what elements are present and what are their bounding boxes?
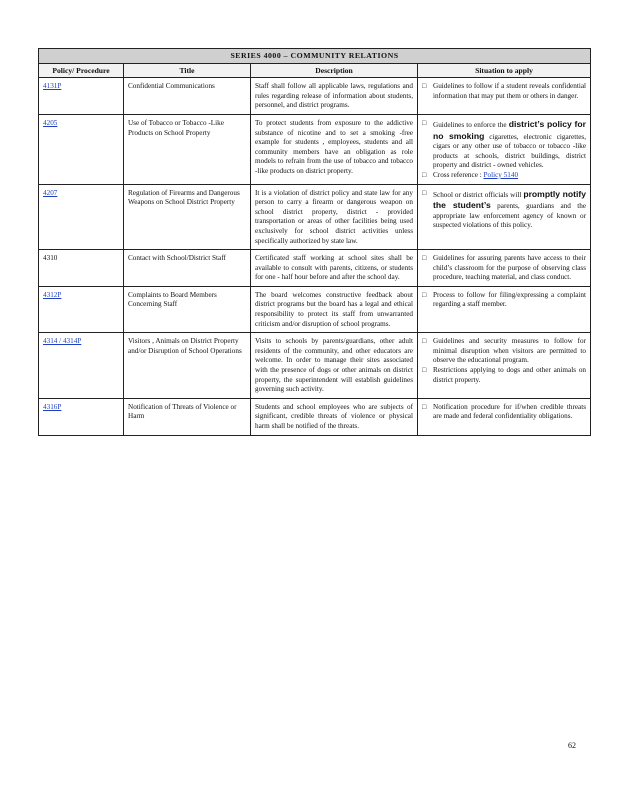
situation-cell bbox=[418, 184, 591, 250]
situation-item bbox=[422, 82, 586, 101]
table-row bbox=[39, 333, 591, 399]
situation-text: Guidelines for assuring parents have access to their child’s classroom for the purpose of observing class procedure, teaching material, and class conduct. bbox=[433, 254, 587, 282]
situation-item bbox=[422, 171, 586, 181]
policy-table bbox=[38, 48, 591, 436]
policy-title: Complaints to Board Members Concerning Staff bbox=[124, 286, 251, 332]
situation-cell bbox=[418, 398, 591, 435]
column-header-policy: Policy/ Procedure bbox=[39, 63, 124, 78]
policy-page bbox=[38, 48, 590, 436]
policy-cell bbox=[39, 184, 124, 250]
situation-text: Guidelines to enforce the bbox=[433, 120, 507, 129]
policy-description: Certificated staff working at school sites shall be available to consult with parents, citizens, or students for one - half hour before and after the school day. bbox=[251, 250, 418, 287]
policy-link[interactable]: 4205 bbox=[43, 118, 58, 127]
policy-cell bbox=[39, 333, 124, 399]
column-header-title: Title bbox=[124, 63, 251, 78]
policy-rows bbox=[39, 78, 591, 435]
situation-item bbox=[422, 254, 586, 283]
situation-item bbox=[422, 366, 586, 385]
situation-text: Restrictions applying to dogs and other animals on district property. bbox=[433, 366, 587, 384]
policy-cell bbox=[39, 114, 124, 184]
table-row bbox=[39, 78, 591, 115]
policy-title: Visitors , Animals on District Property and/or Disruption of School Operations bbox=[124, 333, 251, 399]
column-header-description: Description bbox=[251, 63, 418, 78]
table-row bbox=[39, 114, 591, 184]
cross-reference-link[interactable]: Policy 5140 bbox=[483, 170, 519, 179]
situation-text: cigarettes, electronic cigarettes, cigars or any other use of tobacco or tobacco -like products at schools, district buildings, district property and district - owned vehicles. bbox=[433, 132, 587, 170]
policy-link[interactable]: 4316P bbox=[43, 402, 62, 411]
situation-text: School or district officials will bbox=[433, 190, 522, 199]
policy-title: Contact with School/District Staff bbox=[124, 250, 251, 287]
series-title: SERIES 4000 – COMMUNITY RELATIONS bbox=[39, 49, 591, 64]
table-row bbox=[39, 398, 591, 435]
policy-title: Regulation of Firearms and Dangerous Weapons on School District Property bbox=[124, 184, 251, 250]
situation-text: parents, guardians and the appropriate law enforcement agency of known or suspected violations of this policy. bbox=[433, 202, 587, 230]
policy-cell bbox=[39, 286, 124, 332]
policy-description: Staff shall follow all applicable laws, regulations and rules regarding release of information about students, personnel, and district programs. bbox=[251, 78, 418, 115]
policy-link[interactable]: 4312P bbox=[43, 290, 62, 299]
situation-text: Guidelines to follow if a student reveals confidential information that may put them or others in danger. bbox=[433, 82, 587, 100]
situation-item bbox=[422, 189, 586, 231]
policy-title: Confidential Communications bbox=[124, 78, 251, 115]
policy-link[interactable]: 4131P bbox=[43, 82, 62, 91]
situation-item bbox=[422, 291, 586, 310]
policy-description: To protect students from exposure to the addictive substance of nicotine and to set a smoking -free example for students , employees, students and all community members have an obligation as role models to refrain from the use of tobacco and tobacco -like products on district property. bbox=[251, 114, 418, 184]
situation-cell bbox=[418, 250, 591, 287]
policy-title: Notification of Threats of Violence or Harm bbox=[124, 398, 251, 435]
situation-text: Cross reference : bbox=[433, 170, 482, 179]
policy-number: 4310 bbox=[43, 254, 58, 263]
situation-text: Notification procedure for if/when credible threats are made and federal confidentiality obligations. bbox=[433, 402, 587, 421]
policy-description: Visits to schools by parents/guardians, other adult residents of the community, and other educators are welcome. In order to manage their sites associated with the presence of dogs or other animals on district property, the superintendent will establish guidelines governing such activity. bbox=[251, 333, 418, 399]
column-header-situation: Situation to apply bbox=[418, 63, 591, 78]
situation-cell bbox=[418, 286, 591, 332]
situation-cell bbox=[418, 114, 591, 184]
table-row bbox=[39, 250, 591, 287]
policy-description: Students and school employees who are subjects of significant, credible threats of violence or physical harm shall be notified of the threats. bbox=[251, 398, 418, 435]
situation-cell bbox=[418, 78, 591, 115]
emphasized-text: promptly notify the student’s bbox=[433, 188, 587, 211]
situation-cell bbox=[418, 333, 591, 399]
situation-item bbox=[422, 403, 586, 422]
table-row bbox=[39, 184, 591, 250]
policy-cell bbox=[39, 78, 124, 115]
situation-item bbox=[422, 119, 586, 171]
emphasized-text: district’s policy for no smoking bbox=[433, 118, 587, 141]
policy-title: Use of Tobacco or Tobacco -Like Products on School Property bbox=[124, 114, 251, 184]
situation-item bbox=[422, 337, 586, 366]
table-row bbox=[39, 286, 591, 332]
policy-description: It is a violation of district policy and state law for any person to carry a firearm or dangerous weapon on school district property, district - provided transportation or areas of other facilities being used exclusively for school district activities unless specifically authorized by state law. bbox=[251, 184, 418, 250]
policy-link[interactable]: 4314 / 4314P bbox=[43, 337, 82, 346]
policy-link[interactable]: 4207 bbox=[43, 188, 58, 197]
situation-text: Process to follow for filing/expressing a complaint regarding a staff member. bbox=[433, 290, 587, 309]
situation-text: Guidelines and security measures to follow for minimal disruption when visitors are permitted to observe the educational program. bbox=[433, 337, 587, 365]
policy-description: The board welcomes constructive feedback about district programs but the board has a legal and ethical responsibility to protect its staff from unwarranted criticism and/or disruption of school programs. bbox=[251, 286, 418, 332]
page-number: 62 bbox=[568, 741, 576, 750]
policy-cell bbox=[39, 250, 124, 287]
policy-cell bbox=[39, 398, 124, 435]
